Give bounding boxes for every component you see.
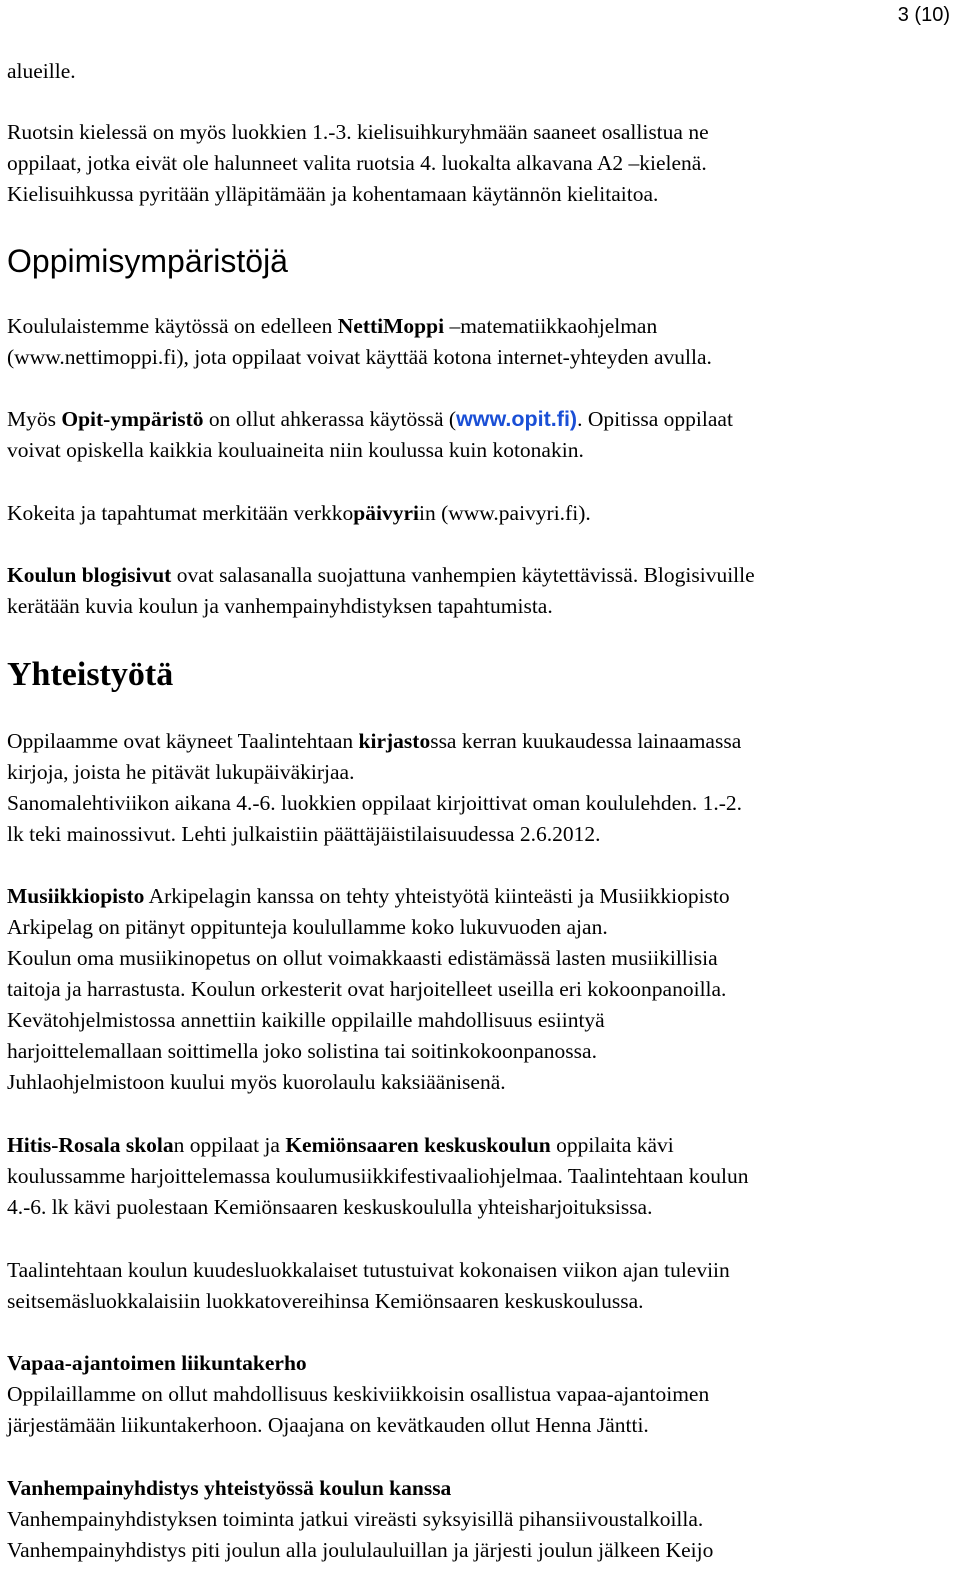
text-line [7, 404, 733, 435]
blogi-term: Koulun blogisivut [7, 563, 172, 587]
text-line: Taalintehtaan koulun kuudesluokkalaiset tutustuivat kokonaisen viikon ajan tuleviin [7, 1258, 730, 1282]
paivyri-term: päivyri [353, 501, 419, 525]
intro-fragment: alueille. [7, 59, 76, 83]
text-line: oppilaat, jotka eivät ole halunneet valita ruotsia 4. luokalta alkavana A2 –kielenä. [7, 151, 707, 175]
text-line: Kevätohjelmistossa annettiin kaikille oppilaille mahdollisuus esiintyä [7, 1008, 605, 1032]
kemionsaari-term: Kemiönsaaren keskuskoulun [285, 1133, 551, 1157]
text-line [7, 498, 591, 529]
text-line: voivat opiskella kaikkia kouluaineita niin koulussa kuin kotonakin. [7, 438, 584, 462]
text-line: Arkipelag on pitänyt oppitunteja koulullamme koko lukuvuoden ajan. [7, 915, 608, 939]
kirjasto-paragraph [7, 726, 742, 850]
opit-paragraph [7, 404, 733, 466]
hitis-paragraph [7, 1130, 748, 1223]
nettimoppi-term: NettiMoppi [337, 314, 445, 338]
liikunta-paragraph [7, 1348, 709, 1441]
kirjasto-term: kirjasto [358, 729, 431, 753]
text-line [7, 1130, 748, 1161]
opit-link[interactable]: www.opit.fi) [456, 407, 578, 431]
text-line: kirjoja, joista he pitävät lukupäiväkirjaa. [7, 760, 355, 784]
vanhemmat-heading: Vanhempainyhdistys yhteistyössä koulun kanssa [7, 1476, 452, 1500]
text-segment: Arkipelagin kanssa on tehty yhteistyötä kiinteästi ja Musiikkiopisto [144, 884, 730, 908]
text-line: Sanomalehtiviikon aikana 4.-6. luokkien oppilaat kirjoittivat oman koululehden. 1.-2. [7, 791, 743, 815]
text-line: Vanhempainyhdistyksen toiminta jatkui vireästi syksyisillä pihansiivoustalkoilla. [7, 1507, 704, 1531]
page-number: 3 (10) [897, 4, 950, 26]
text-line: koulussamme harjoittelemassa koulumusiikkifestivaaliohjelmaa. Taalintehtaan koulun [7, 1164, 749, 1188]
text-line: taitoja ja harrastusta. Koulun orkesterit ovat harjoitelleet useilla eri kokoonpanoilla. [7, 977, 727, 1001]
kuudesluokka-paragraph [7, 1255, 730, 1317]
text-segment: Myös [7, 407, 62, 431]
text-line: (www.nettimoppi.fi), jota oppilaat voivat käyttää kotona internet-yhteyden avulla. [7, 345, 712, 369]
blogi-paragraph [7, 560, 755, 622]
opit-term: Opit-ympäristö [61, 407, 204, 431]
text-line: lk teki mainossivut. Lehti julkaistiin päättäjäistilaisuudessa 2.6.2012. [7, 822, 601, 846]
text-segment: ssa kerran kuukaudessa lainaamassa [430, 729, 742, 753]
nettimoppi-paragraph [7, 311, 712, 373]
text-segment: on ollut ahkerassa käytössä ( [203, 407, 457, 431]
text-segment: . Opitissa oppilaat [577, 407, 733, 431]
text-segment: Kokeita ja tapahtumat merkitään verkko [7, 501, 354, 525]
ruotsi-paragraph [7, 117, 709, 210]
text-line [7, 881, 730, 912]
hitis-term: Hitis-Rosala skola [7, 1133, 174, 1157]
text-line: Juhlaohjelmistoon kuului myös kuorolaulu kaksiäänisenä. [7, 1070, 506, 1094]
text-line: kerätään kuvia koulun ja vanhempainyhdistyksen tapahtumista. [7, 594, 553, 618]
section-heading-yhteistyota: Yhteistyötä [7, 656, 174, 693]
text-segment: ovat salasanalla suojattuna vanhempien käytettävissä. Blogisivuille [171, 563, 755, 587]
text-line: Koulun oma musiikinopetus on ollut voimakkaasti edistämässä lasten musiikillisia [7, 946, 718, 970]
text-line: järjestämään liikuntakerhoon. Ojaajana on kevätkauden ollut Henna Jäntti. [7, 1413, 649, 1437]
text-line: harjoittelemallaan soittimella joko solistina tai soitinkokoonpanossa. [7, 1039, 597, 1063]
text-segment: n oppilaat ja [173, 1133, 286, 1157]
text-segment: –matematiikkaohjelman [444, 314, 658, 338]
text-line: Ruotsin kielessä on myös luokkien 1.-3. kielisuihkuryhmään saaneet osallistua ne [7, 120, 709, 144]
musiikki-paragraph [7, 881, 730, 1098]
musiikki-term: Musiikkiopisto [7, 884, 145, 908]
text-line [7, 311, 712, 342]
section-heading-oppimisymparistoja: Oppimisympäristöjä [7, 243, 288, 279]
text-line: 4.-6. lk kävi puolestaan Kemiönsaaren keskuskoululla yhteisharjoituksissa. [7, 1195, 653, 1219]
text-line [7, 560, 755, 591]
text-segment: in (www.paivyri.fi). [418, 501, 591, 525]
text-segment: Oppilaamme ovat käyneet Taalintehtaan [7, 729, 359, 753]
text-line: Kielisuihkussa pyritään ylläpitämään ja kohentamaan käytännön kielitaitoa. [7, 182, 659, 206]
text-line: seitsemäsluokkalaisiin luokkatovereihinsa Kemiönsaaren keskuskoulussa. [7, 1289, 644, 1313]
text-segment: Koululaistemme käytössä on edelleen [7, 314, 338, 338]
vanhemmat-paragraph [7, 1473, 713, 1566]
text-segment: oppilaita kävi [550, 1133, 674, 1157]
liikunta-heading: Vapaa-ajantoimen liikuntakerho [7, 1351, 307, 1375]
paivyri-paragraph [7, 498, 591, 529]
text-line: Oppilaillamme on ollut mahdollisuus keskiviikkoisin osallistua vapaa-ajantoimen [7, 1382, 710, 1406]
text-line: Vanhempainyhdistys piti joulun alla joululauluillan ja järjesti joulun jälkeen Keijo [7, 1538, 714, 1562]
text-line [7, 726, 742, 757]
